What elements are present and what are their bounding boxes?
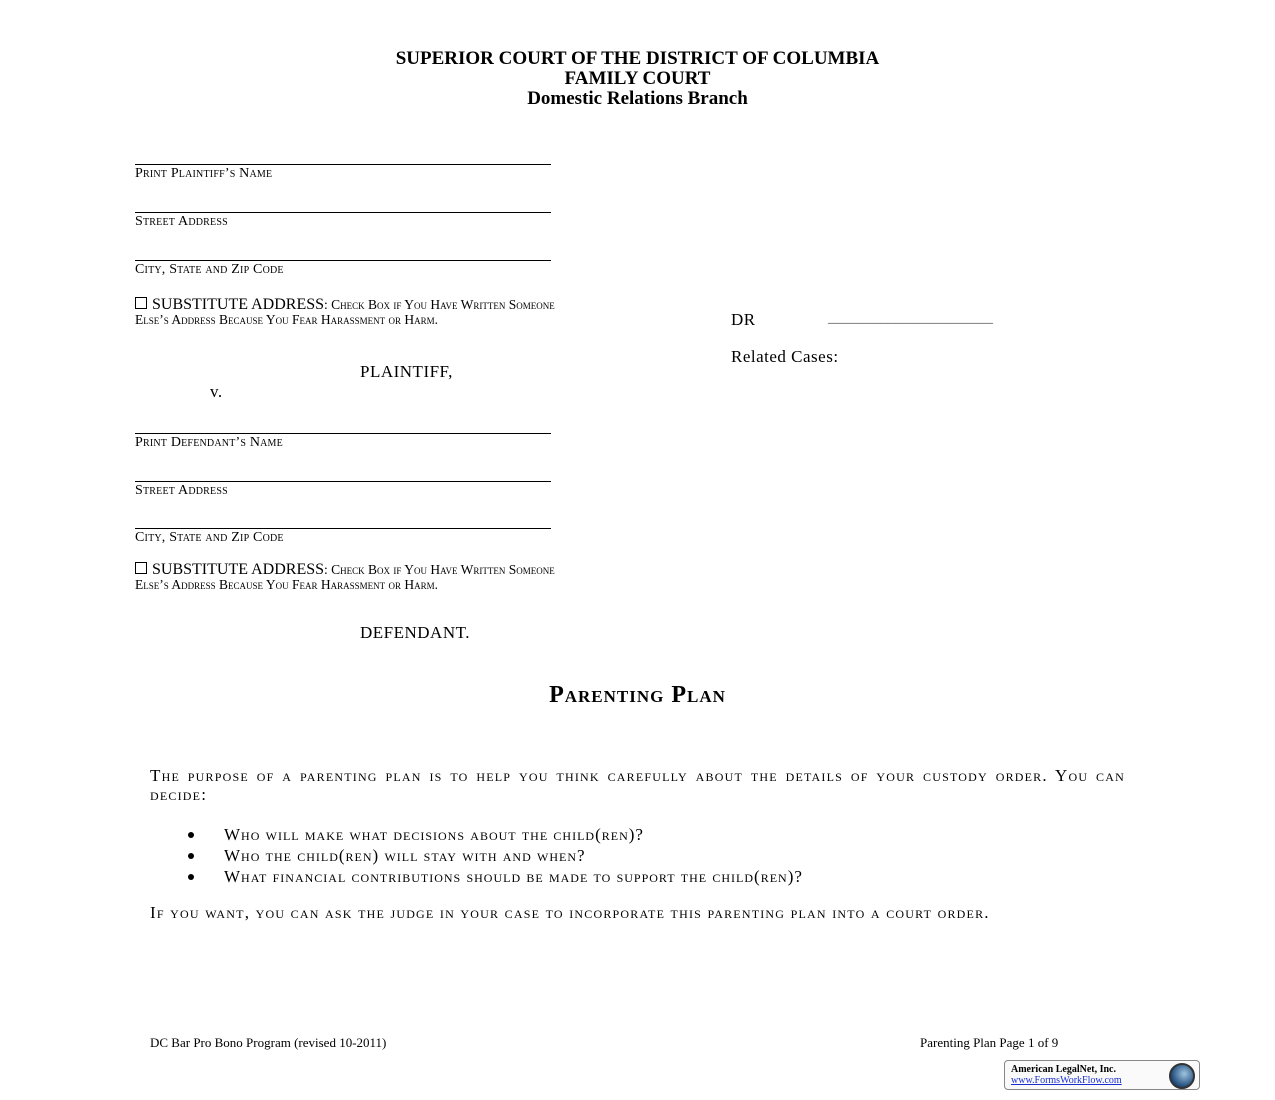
list-item-text: What financial contributions should be made to support the child(ren)? [224, 867, 803, 886]
list-item [188, 866, 803, 887]
plaintiff-city-label: City, State and Zip Code [135, 262, 284, 277]
substitute-title: SUBSTITUTE ADDRESS [152, 561, 325, 578]
dr-label: DR [731, 310, 756, 329]
decision-list [188, 824, 803, 887]
plaintiff-role: PLAINTIFF, [360, 362, 453, 381]
defendant-name-label: Print Defendant’s Name [135, 435, 283, 450]
logo-url-link[interactable]: www.FormsWorkFlow.com [1011, 1075, 1122, 1086]
closing-paragraph: If you want, you can ask the judge in your case to incorporate this parenting plan into a court order. [150, 903, 990, 922]
substitute-title: SUBSTITUTE ADDRESS [152, 296, 325, 313]
versus: v. [210, 382, 223, 401]
footer-page-number: Parenting Plan Page 1 of 9 [920, 1035, 1059, 1050]
defendant-substitute-address [135, 562, 555, 592]
bullet-icon [188, 853, 194, 859]
plaintiff-street-label: Street Address [135, 214, 228, 229]
bullet-icon [188, 832, 194, 838]
plaintiff-city-field[interactable] [135, 260, 551, 261]
plaintiff-name-label: Print Plaintiff’s Name [135, 166, 273, 181]
court-branch: Domestic Relations Branch [527, 88, 748, 109]
defendant-city-label: City, State and Zip Code [135, 530, 284, 545]
defendant-city-field[interactable] [135, 528, 551, 529]
defendant-street-label: Street Address [135, 483, 228, 498]
plaintiff-substitute-checkbox[interactable] [135, 297, 147, 309]
defendant-name-field[interactable] [135, 433, 551, 434]
footer-program: DC Bar Pro Bono Program (revised 10-2011) [150, 1035, 387, 1050]
american-legalnet-logo[interactable] [1004, 1060, 1200, 1090]
substitute-text: : Check Box if You Have Written Someone Else’s Address Because You Fear Harassment or Harm. [135, 562, 555, 592]
document-title: Parenting Plan [549, 682, 726, 708]
plaintiff-street-field[interactable] [135, 212, 551, 213]
bullet-icon [188, 874, 194, 880]
dr-number-field[interactable]: ______________________ [828, 310, 993, 326]
plaintiff-name-field[interactable] [135, 164, 551, 165]
globe-icon [1169, 1063, 1195, 1089]
related-cases-label: Related Cases: [731, 347, 839, 366]
list-item-text: Who will make what decisions about the child(ren)? [224, 825, 644, 844]
intro-paragraph: The purpose of a parenting plan is to help you think carefully about the details of your custody order. You can decide: [150, 766, 1125, 804]
plaintiff-substitute-address [135, 297, 555, 327]
list-item-text: Who the child(ren) will stay with and when? [224, 846, 586, 865]
defendant-street-field[interactable] [135, 481, 551, 482]
logo-company: American LegalNet, Inc. [1011, 1064, 1116, 1075]
defendant-role: DEFENDANT. [360, 623, 470, 642]
defendant-substitute-checkbox[interactable] [135, 562, 147, 574]
court-name: SUPERIOR COURT OF THE DISTRICT OF COLUMBIA [395, 48, 880, 69]
substitute-text: : Check Box if You Have Written Someone Else’s Address Because You Fear Harassment or Harm. [135, 297, 555, 327]
list-item [188, 824, 803, 845]
court-division: FAMILY COURT [564, 68, 711, 89]
list-item [188, 845, 803, 866]
